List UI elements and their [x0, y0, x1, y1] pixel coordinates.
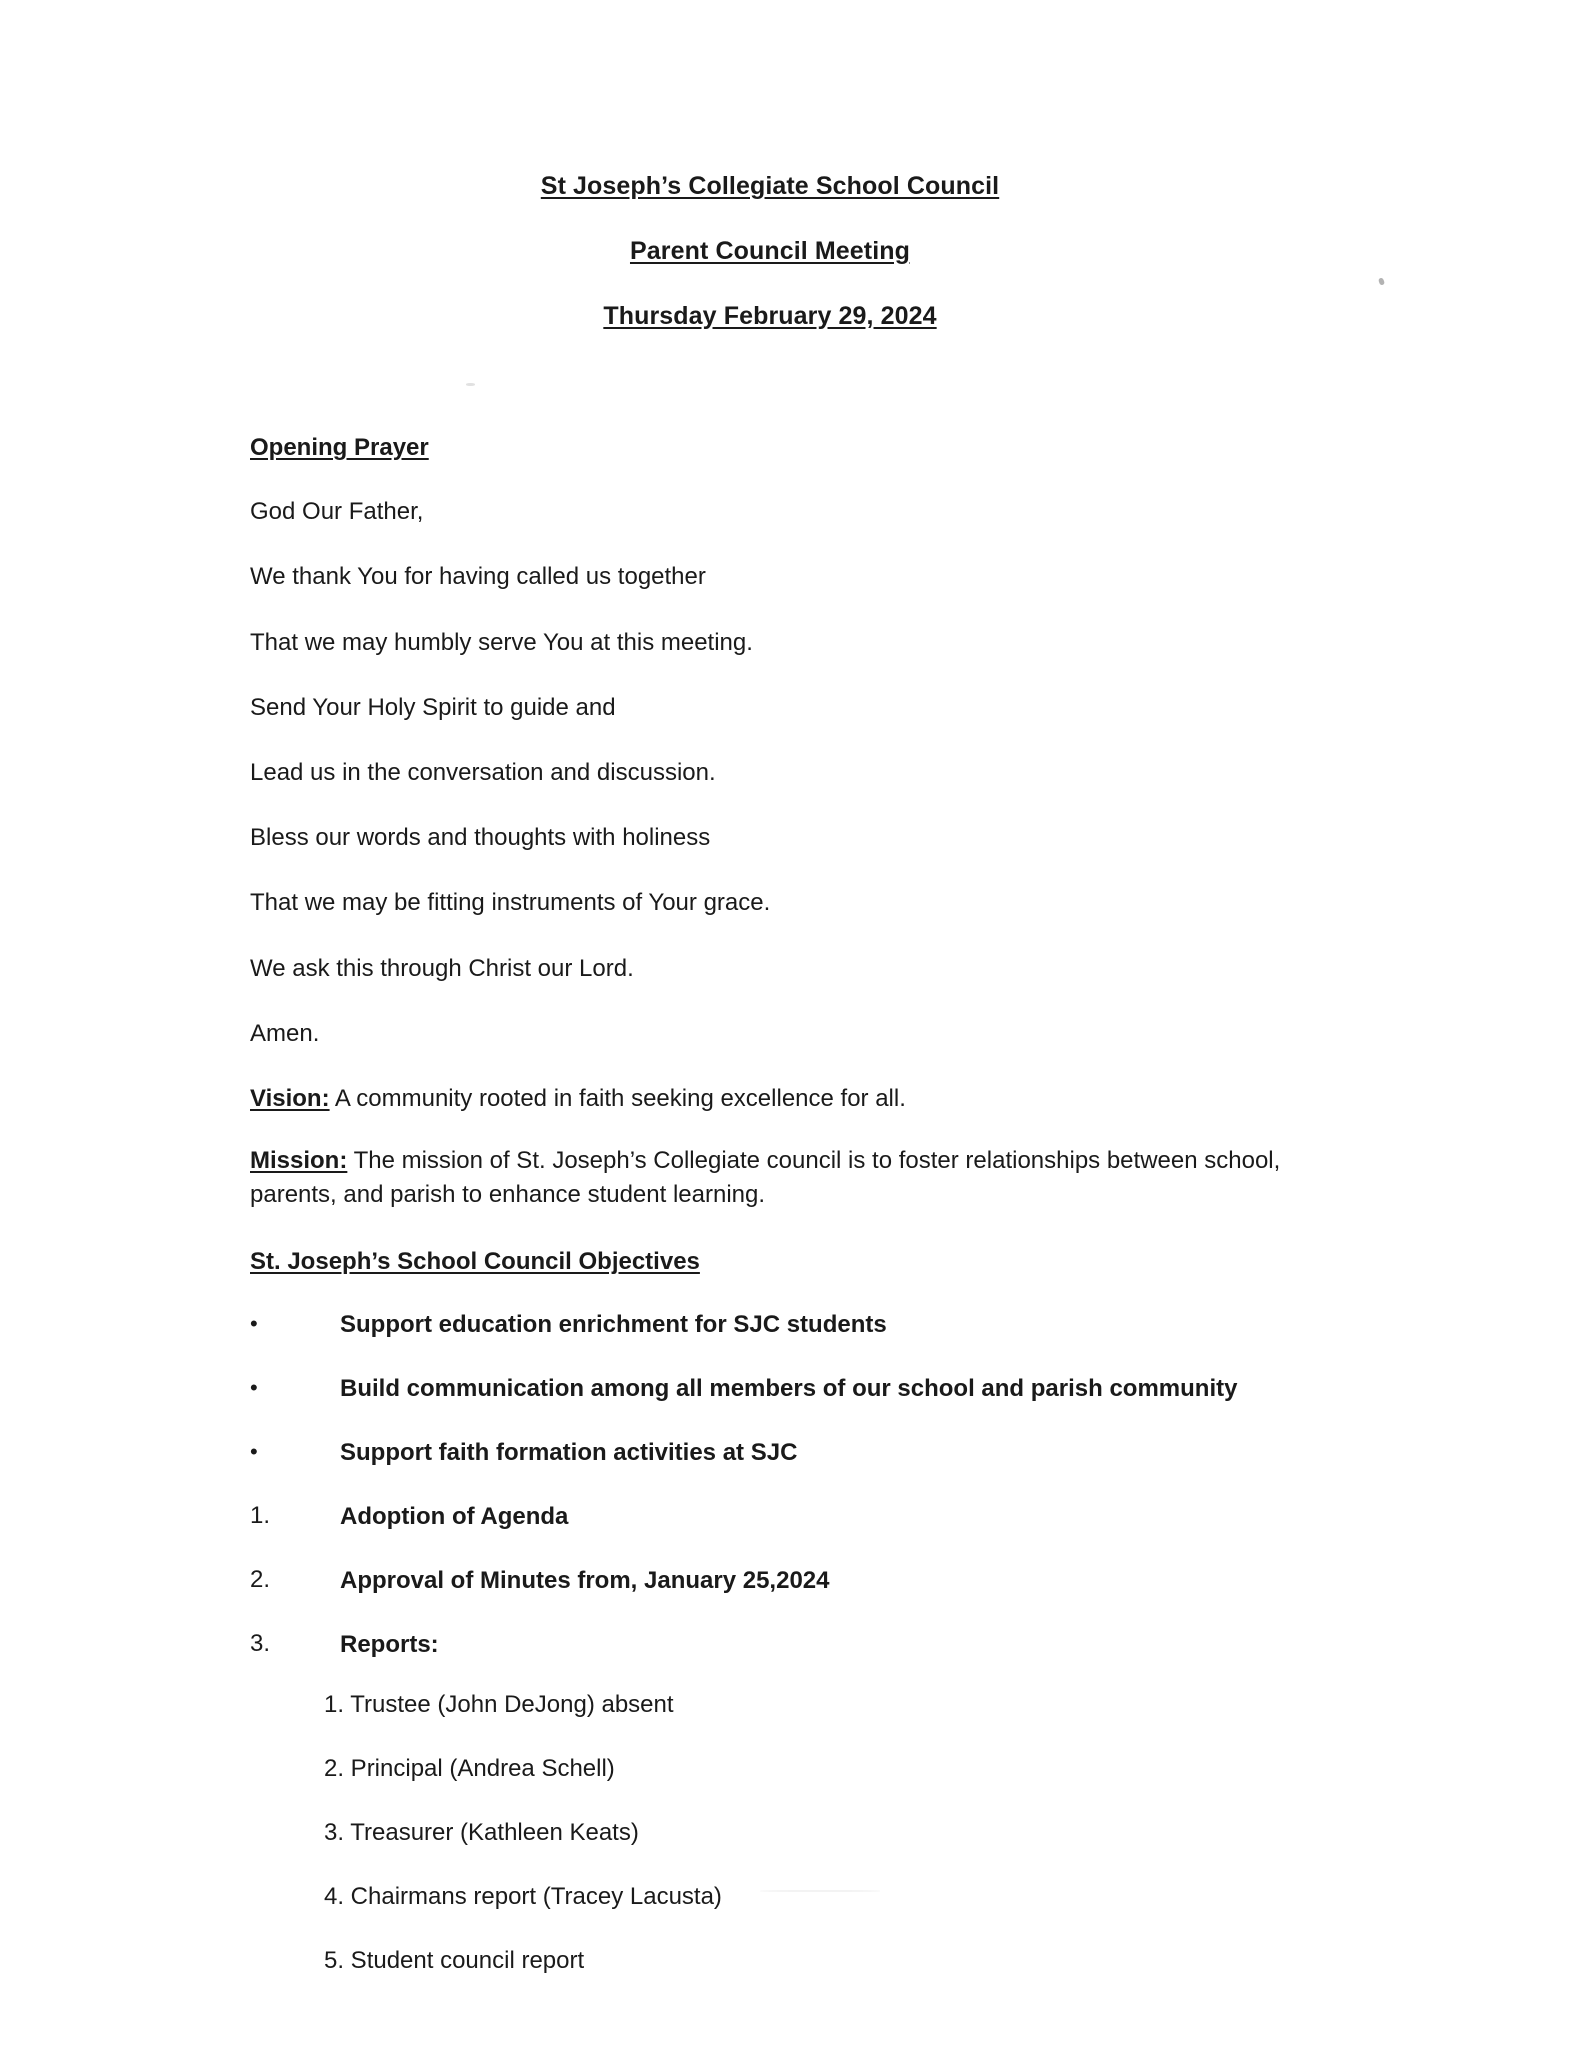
- prayer-line: God Our Father,: [250, 498, 424, 526]
- bullet-icon: •: [250, 1439, 258, 1465]
- mission-statement: [250, 1144, 1350, 1212]
- agenda-item-label: Adoption of Agenda: [340, 1503, 569, 1531]
- agenda-item-number: 2.: [250, 1566, 271, 1594]
- reports-sublist: [250, 1690, 1350, 1976]
- meeting-date-title: [250, 302, 1290, 331]
- vision-text: A community rooted in faith seeking excellence for all.: [329, 1084, 906, 1112]
- objective-item: [250, 1310, 1350, 1340]
- document-body: [250, 172, 1350, 2010]
- prayer-line: We thank You for having called us together: [250, 563, 706, 591]
- prayer-line: Bless our words and thoughts with holiness: [250, 824, 711, 852]
- report-item: 3. Treasurer (Kathleen Keats): [324, 1819, 639, 1847]
- report-item: 1. Trustee (John DeJong) absent: [324, 1691, 674, 1719]
- objective-item-label: Support faith formation activities at SJC: [340, 1439, 798, 1467]
- agenda-item-label: Approval of Minutes from, January 25,2024: [340, 1567, 830, 1595]
- objective-item-label: Build communication among all members of our school and parish community: [340, 1375, 1238, 1403]
- objective-item: [250, 1374, 1350, 1404]
- agenda-item-number: 3.: [250, 1630, 271, 1658]
- agenda-item: [250, 1502, 1350, 1532]
- document-title-block: [250, 172, 1350, 330]
- agenda-item: [250, 1566, 1350, 1596]
- objective-item: [250, 1438, 1350, 1468]
- opening-prayer-heading: [250, 434, 1350, 462]
- prayer-line: Amen.: [250, 1019, 320, 1047]
- bullet-icon: •: [250, 1375, 258, 1401]
- prayer-line: That we may be fitting instruments of Your grace.: [250, 889, 771, 917]
- objective-item-label: Support education enrichment for SJC students: [340, 1311, 887, 1339]
- mission-label: Mission:: [250, 1147, 348, 1175]
- report-item: 2. Principal (Andrea Schell): [324, 1755, 615, 1783]
- vision-label: Vision:: [250, 1084, 330, 1112]
- prayer-line: That we may humbly serve You at this meeting.: [250, 628, 753, 656]
- meeting-date-text: Thursday February 29, 2024: [603, 301, 937, 330]
- prayer-line: Lead us in the conversation and discussion.: [250, 759, 716, 786]
- report-item: 5. Student council report: [324, 1947, 585, 1975]
- prayer-line: We ask this through Christ our Lord.: [250, 954, 634, 982]
- agenda-item-number: 1.: [250, 1502, 271, 1530]
- vision-statement: [250, 1083, 1350, 1114]
- prayer-line: Send Your Holy Spirit to guide and: [250, 693, 616, 721]
- opening-prayer-heading-text: Opening Prayer: [250, 434, 429, 462]
- agenda-item: [250, 1630, 1350, 1660]
- agenda-item-label: Reports:: [340, 1631, 439, 1659]
- objectives-heading: [250, 1248, 1350, 1276]
- scan-speck-icon: [1378, 277, 1385, 285]
- report-item: 4. Chairmans report (Tracey Lacusta): [324, 1883, 722, 1911]
- objectives-heading-text: St. Joseph’s School Council Objectives: [250, 1248, 700, 1276]
- mission-text: The mission of St. Joseph’s Collegiate council is to foster relationships between school, parents, and parish to enhance student learning.: [250, 1147, 1281, 1209]
- page-title-text: St Joseph’s Collegiate School Council: [540, 172, 1000, 200]
- page-title: [250, 172, 1290, 201]
- bullet-icon: •: [250, 1311, 258, 1337]
- spacer: [250, 366, 1350, 434]
- meeting-type-title: [250, 237, 1290, 266]
- meeting-type-text: Parent Council Meeting: [629, 236, 910, 265]
